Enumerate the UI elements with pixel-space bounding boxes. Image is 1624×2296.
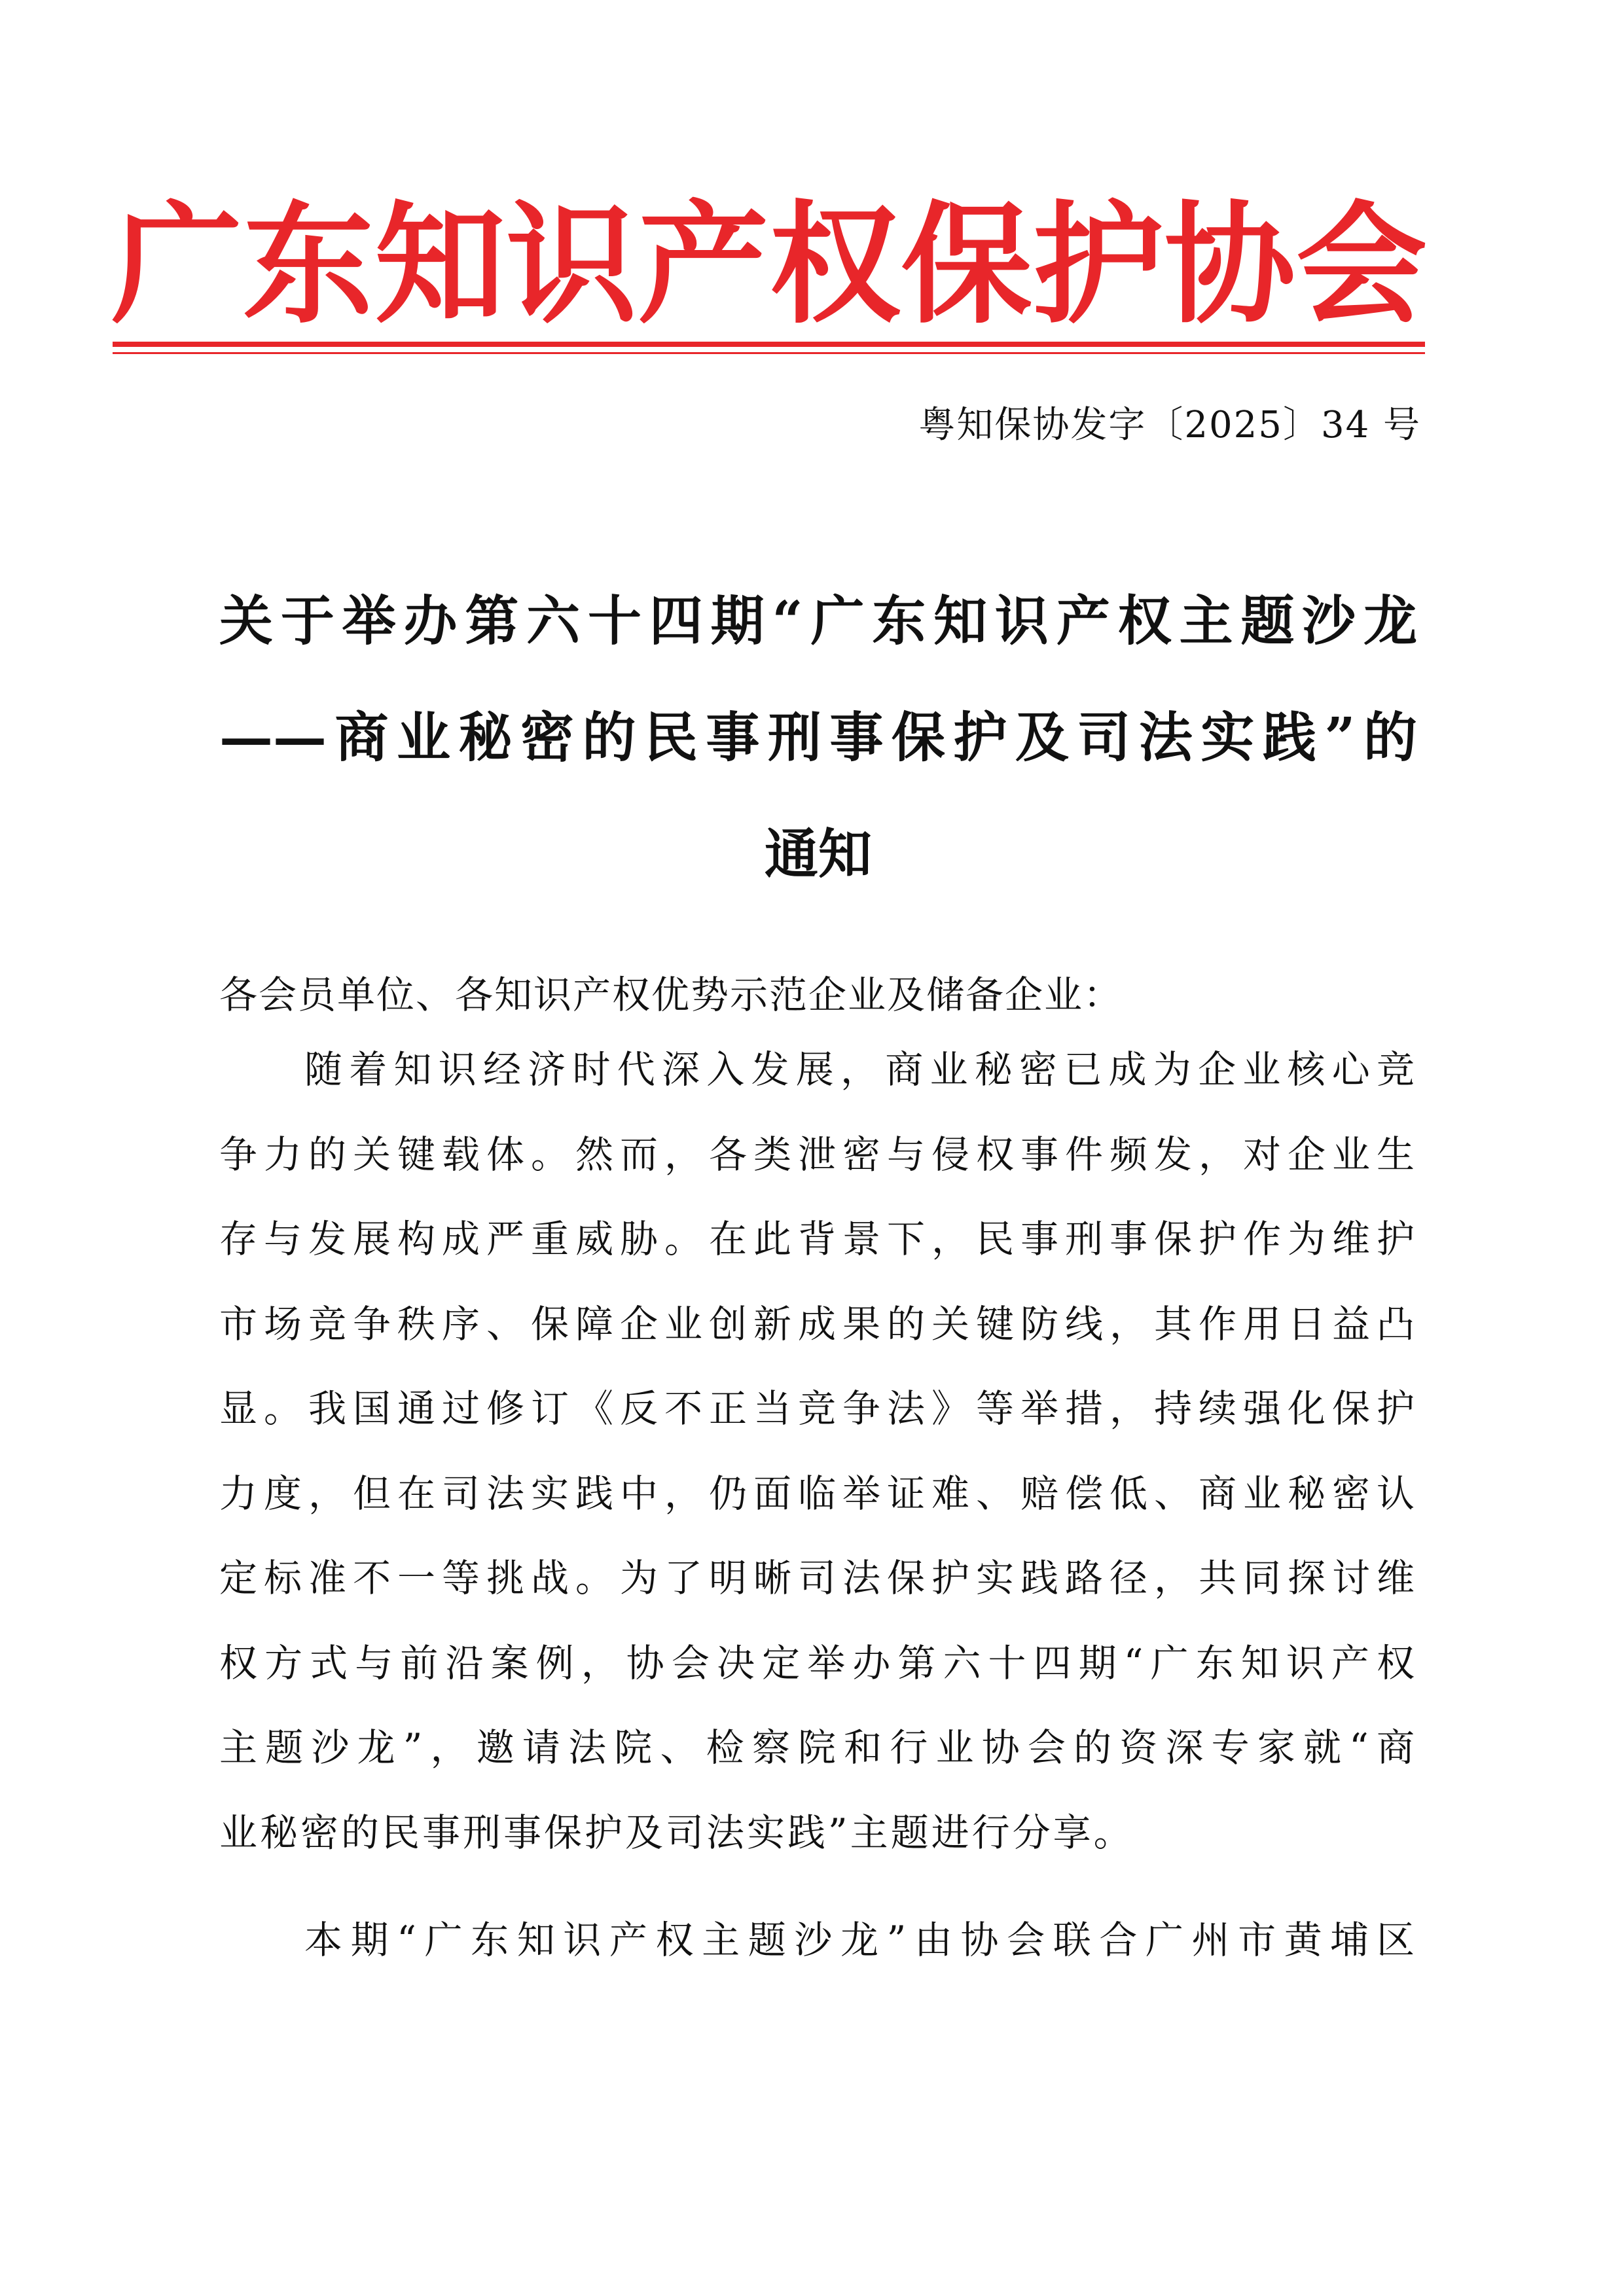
header-divider-thick [113, 342, 1425, 347]
paragraph-line: 权方式与前沿案例，协会决定举办第六十四期“广东知识产权 [219, 1640, 1417, 1685]
paragraph-line: 争力的关键载体。然而，各类泄密与侵权事件频发，对企业生 [219, 1132, 1417, 1177]
paragraph-line: 定标准不一等挑战。为了明晰司法保护实践路径，共同探讨维 [219, 1556, 1417, 1600]
header-char: 广 [111, 188, 243, 342]
header-divider-thin [113, 352, 1425, 354]
header-char: 知 [374, 188, 506, 342]
paragraph-line: 随着知识经济时代深入发展，商业秘密已成为企业核心竞 [304, 1047, 1417, 1092]
paragraph-line: 力度，但在司法实践中，仍面临举证难、赔偿低、商业秘密认 [219, 1471, 1417, 1516]
paragraph-line: 显。我国通过修订《反不正当竞争法》等举措，持续强化保护 [219, 1386, 1417, 1431]
paragraph-line: 主题沙龙”，邀请法院、检察院和行业协会的资深专家就“商 [219, 1725, 1417, 1770]
paragraph-line: 市场竞争秩序、保障企业创新成果的关键防线，其作用日益凸 [219, 1301, 1417, 1346]
document-number: 粤知保协发字〔2025〕34 号 [918, 404, 1421, 446]
paragraph-line: 本期“广东知识产权主题沙龙”由协会联合广州市黄埔区 [304, 1918, 1417, 1962]
header-char: 保 [901, 188, 1032, 342]
body-paragraph-2 [219, 1898, 1417, 1983]
header-char: 产 [638, 188, 769, 342]
title-line: 通知 [764, 823, 872, 886]
header-char: 护 [1032, 188, 1164, 342]
paragraph-line: 存与发展构成严重威胁。在此背景下，民事刑事保护作为维护 [219, 1217, 1417, 1261]
title-line: 关于举办第六十四期“广东知识产权主题沙龙 [219, 590, 1417, 653]
title-line: ——商业秘密的民事刑事保护及司法实践”的 [219, 706, 1417, 769]
organization-header [111, 190, 1427, 340]
document-title [219, 563, 1417, 912]
salutation: 各会员单位、各知识产权优势示范企业及储备企业： [219, 973, 1123, 1017]
body-paragraph-1 [219, 1028, 1417, 1875]
header-char: 权 [769, 188, 901, 342]
header-char: 东 [243, 188, 374, 342]
paragraph-line: 业秘密的民事刑事保护及司法实践”主题进行分享。 [219, 1810, 1134, 1855]
header-char: 会 [1295, 188, 1427, 342]
header-char: 协 [1164, 188, 1295, 342]
header-char: 识 [506, 188, 638, 342]
